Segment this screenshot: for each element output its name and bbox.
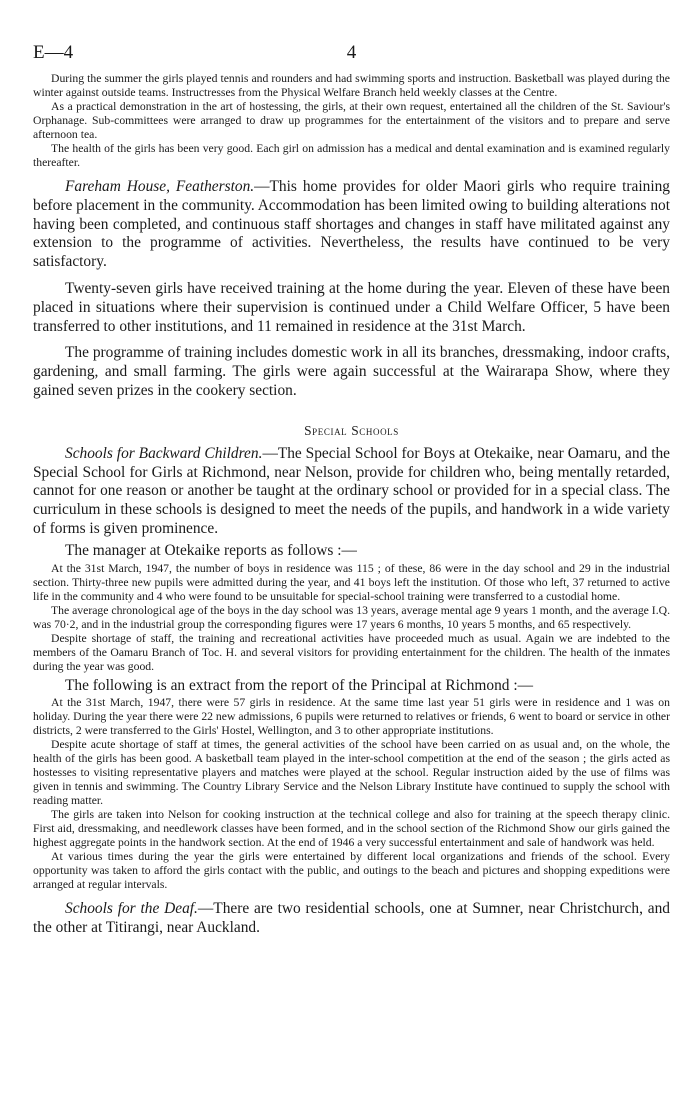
otekaike-paragraph: Despite shortage of staff, the training and recreational activities have proceeded much as usual. Again we are indebted to the members of the Oamaru Branch of Toc. H. and several visitors for providing entertainment for the children. The health of the inmates during the year was good. xyxy=(33,631,670,673)
report-reference: E—4 xyxy=(33,42,74,63)
fareham-title: Fareham House, Featherston. xyxy=(65,178,255,195)
richmond-paragraph: At the 31st March, 1947, there were 57 girls in residence. At the same time last year 51 girls were in residence and 1 was on holiday. During the year there were 22 new admissions, 6 pupils were returned to relatives or friends, 6 went to board or service in other districts, 2 were transferred to the Girls' Hostel, Wellington, and 3 to other appropriate institutions. xyxy=(33,696,670,738)
backward-children-paragraph xyxy=(33,445,670,539)
deaf-schools-paragraph xyxy=(33,900,670,938)
otekaike-paragraph: At the 31st March, 1947, the number of boys in residence was 115 ; of these, 86 were in the day school and 29 in the industrial section. Thirty-three new pupils were admitted during the year, and 41 boys left the institution. Of those who left, 37 returned to active life in the community and 4 who were found to be unsuitable for special-school training were transferred to a custodial home. xyxy=(33,561,670,603)
richmond-paragraph: The girls are taken into Nelson for cooking instruction at the technical college and also for training at the speech therapy clinic. First aid, dressmaking, and needlework classes have been formed, and in the school section of the Richmond Show our girls gained the highest aggregate points in the handwork section. At the end of 1946 a very successful entertainment and sale of handwork was held. xyxy=(33,808,670,850)
page-number: 4 xyxy=(346,42,357,63)
richmond-paragraph: Despite acute shortage of staff at times, the general activities of the school have been carried on as usual and, on the whole, the health of the girls has been good. A basketball team played in the inter-school competition at the end of the season ; the girls acted as hostesses to visiting representative players and matches were played at the school. Regular instruction aided by the use of films was given in tennis and swimming. The Country Library Service and the Nelson Library Institute have continued to supply the school with reading matter. xyxy=(33,738,670,808)
section-heading: Special Schools xyxy=(304,422,399,438)
richmond-paragraph: At various times during the year the girls were entertained by different local organizations and friends of the school. Every opportunity was taken to afford the girls contact with the public, and outings to the beach and pictures and shopping expeditions were arranged at regular intervals. xyxy=(33,850,670,892)
deaf-schools-text: —There are two residential schools, one at Sumner, near Christchurch, and the other at Titirangi, near Auckland. xyxy=(33,900,670,937)
backward-children-text: —The Special School for Boys at Otekaike, near Oamaru, and the Special School for Girls at Richmond, near Nelson, provide for children who, being mentally retarded, cannot for one reason or another be taught at the ordinary school or provided for in a special class. The curriculum in these schools is designed to meet the needs of the pupils, and handwork in a wide variety of forms is given prominence. xyxy=(33,444,671,537)
intro-paragraph: As a practical demonstration in the art of hostessing, the girls, at their own request, entertained all the children of the St. Saviour's Orphanage. Sub-committees were arranged to draw up programmes for the entertainment of the visitors and to prepare and serve afternoon tea. xyxy=(33,100,670,141)
otekaike-paragraph: The average chronological age of the boys in the day school was 13 years, average mental age 9 years 1 month, and the average I.Q. was 70·2, and in the industrial group the corresponding figures were 17 years 6 months, 10 years 5 months, and 65 respectively. xyxy=(33,603,670,631)
page-header xyxy=(33,42,670,72)
fareham-text: —This home provides for older Maori girls who require training before placement in the community. Accommodation has been limited owing to building alterations not having been completed, and continuous staff shortages and changes in staff have militated against any extension to the programme of activities. Nevertheless, the results have continued to be very satisfactory. xyxy=(33,178,670,271)
otekaike-lead: The manager at Otekaike reports as follows :— xyxy=(65,541,357,559)
intro-paragraph: The health of the girls has been very good. Each girl on admission has a medical and dental examination and is examined regularly thereafter. xyxy=(33,142,670,169)
fareham-paragraph xyxy=(33,178,670,272)
richmond-lead: The following is an extract from the report of the Principal at Richmond :— xyxy=(65,676,534,694)
intro-paragraph: During the summer the girls played tennis and rounders and had swimming sports and instruction. Basketball was played during the winter against outside teams. Instructresses from the Physical Welfare Branch held weekly classes at the Centre. xyxy=(33,72,670,99)
deaf-schools-title: Schools for the Deaf. xyxy=(65,900,198,918)
fareham-paragraph-2: Twenty-seven girls have received training at the home during the year. Eleven of these have been placed in situations where their supervision is continued under a Child Welfare Officer, 5 have been transferred to other institutions, and 11 remained in residence at the 31st March. xyxy=(33,279,670,335)
backward-children-title: Schools for Backward Children. xyxy=(65,444,263,462)
fareham-paragraph-3: The programme of training includes domestic work in all its branches, dressmaking, indoor crafts, gardening, and small farming. The girls were again successful at the Wairarapa Show, where they gained seven prizes in the cookery section. xyxy=(33,344,670,399)
